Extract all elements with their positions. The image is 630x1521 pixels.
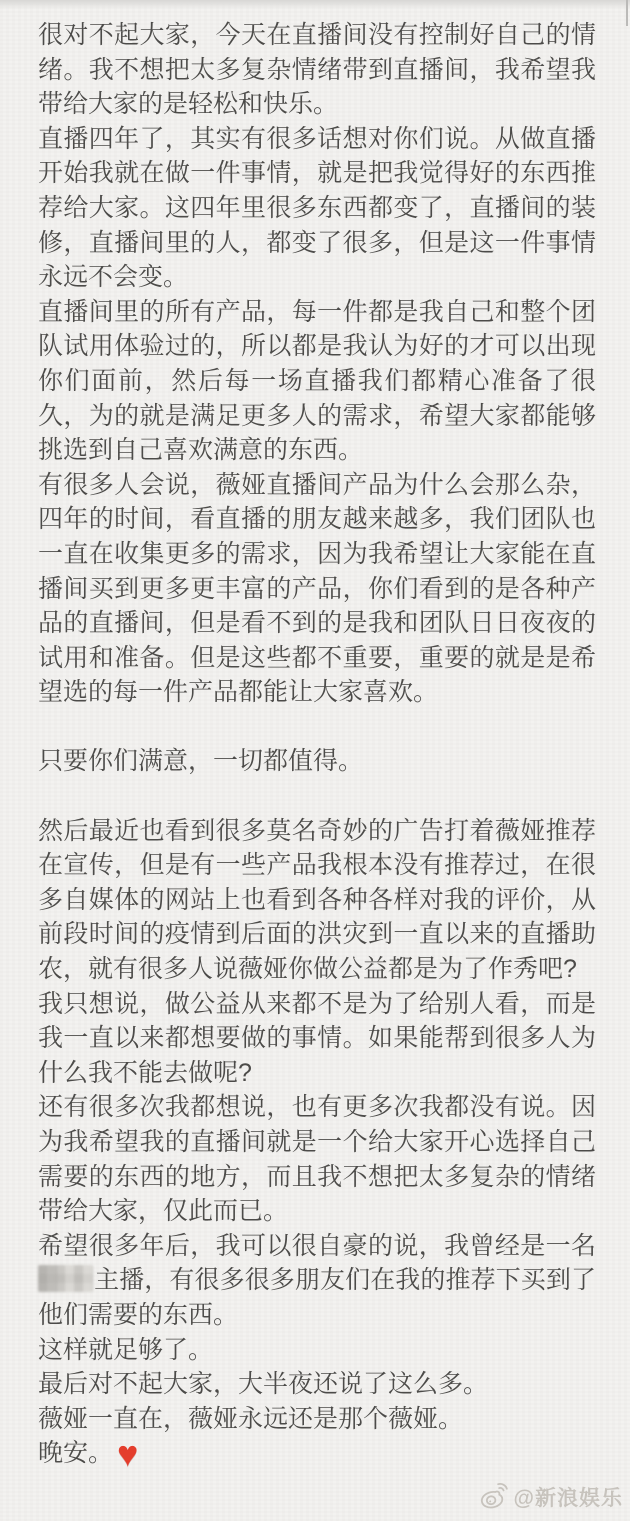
paragraph-text: 我只想说，做公益从来都不是为了给别人看，而是我一直以来都想要做的事情。如果能帮到很多人为什么我不能去做呢? (38, 989, 596, 1087)
photo-edge-artifact-right (626, 0, 628, 26)
post-paragraph (38, 18, 596, 122)
post-paragraph (38, 1402, 596, 1437)
watermark-handle: @新浪娱乐 (513, 1487, 623, 1510)
paragraph-text: 最后对不起大家，大半夜还说了这么多。 (38, 1370, 489, 1399)
paragraph-text: 希望很多年后，我可以很自豪的说，我曾经是一名 (38, 1231, 596, 1260)
post-paragraph (38, 1229, 596, 1333)
paragraph-text: 还有很多次我都想说，也有更多次我都没有说。因为我希望我的直播间就是一个给大家开心选择自己需要的东西的地方，而且我不想把太多复杂的情绪带给大家，仅此而已。 (38, 1093, 596, 1226)
post-paragraph (38, 1090, 596, 1228)
paragraph-text: 有很多人会说，薇娅直播间产品为什么会那么杂，四年的时间，看直播的朋友越来越多，我们团队也一直在收集更多的需求，因为我希望让大家能在直播间买到更多更丰富的产品，你们看到的是各种产品的直播间，但是看不到的是我和团队日日夜夜的试用和准备。但是这些都不重要，重要的就是是希望选的每一件产品都能让大家喜欢。 (38, 470, 596, 707)
paragraph-text: 直播四年了，其实有很多话想对你们说。从做直播开始我就在做一件事情，就是把我觉得好的东西推荐给大家。这四年里很多东西都变了，直播间的装修，直播间里的人，都变了很多，但是这一件事情永远不会变。 (38, 124, 596, 292)
censored-text-blur (38, 1265, 93, 1292)
paragraph-text: 薇娅一直在，薇娅永远还是那个薇娅。 (38, 1404, 464, 1433)
red-heart-emoji: ♥ (117, 1433, 139, 1475)
post-paragraph (38, 295, 596, 468)
paragraph-text: 这样就足够了。 (38, 1335, 214, 1364)
post-paragraph (38, 1367, 596, 1402)
paragraph-text: 只要你们满意，一切都值得。 (38, 747, 364, 776)
paragraph-text: 晚安。 (38, 1439, 114, 1468)
post-paragraph (38, 814, 596, 987)
post-paragraph (38, 744, 596, 779)
post-paragraph (38, 122, 596, 295)
paragraph-text: 主播，有很多很多朋友们在我的推荐下买到了他们需要的东西。 (38, 1266, 596, 1329)
post-body (38, 18, 596, 1475)
post-paragraph (38, 987, 596, 1091)
post-paragraph (38, 468, 596, 710)
post-paragraph (38, 779, 596, 814)
weibo-icon (479, 1483, 510, 1511)
watermark (479, 1482, 623, 1512)
paragraph-text: 直播间里的所有产品，每一件都是我自己和整个团队试用体验过的，所以都是我认为好的才可以出现你们面前，然后每一场直播我们都精心准备了很久，为的就是满足更多人的需求，希望大家都能够挑选到自己喜欢满意的东西。 (38, 297, 596, 465)
post-paragraph (38, 710, 596, 745)
paragraph-text: 然后最近也看到很多莫名奇妙的广告打着薇娅推荐在宣传，但是有一些产品我根本没有推荐过，在很多自媒体的网站上也看到各种各样对我的评价，从前段时间的疫情到后面的洪灾到一直以来的直播助农，就有很多人说薇娅你做公益都是为了作秀吧? (38, 816, 596, 984)
photo-edge-artifact-top (0, 0, 630, 9)
post-paragraph (38, 1333, 596, 1368)
paragraph-text: 很对不起大家，今天在直播间没有控制好自己的情绪。我不想把太多复杂情绪带到直播间，我希望我带给大家的是轻松和快乐。 (38, 21, 596, 119)
post-paragraph (38, 1433, 596, 1475)
